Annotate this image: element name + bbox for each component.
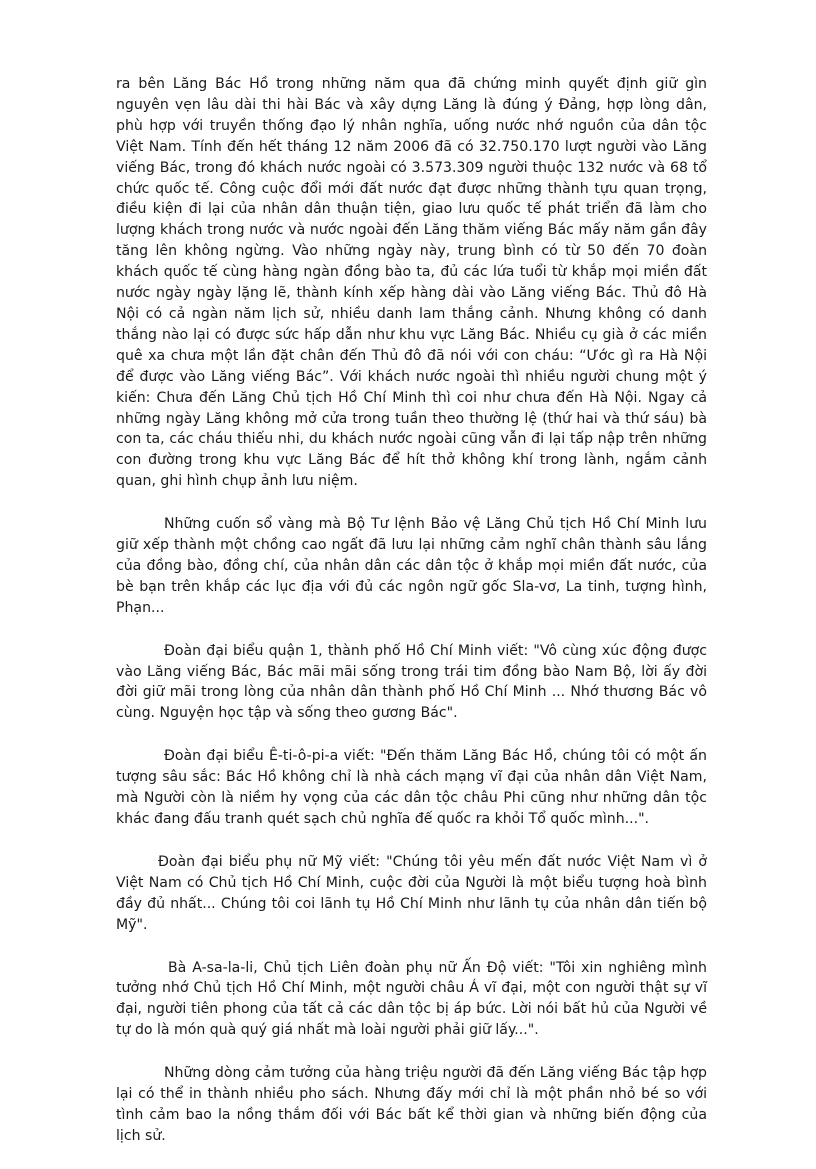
paragraph-us-women-delegation: Đoàn đại biểu phụ nữ Mỹ viết: "Chúng tôi yêu mến đất nước Việt Nam vì ở Việt Nam có Chủ tịch Hồ Chí Minh, cuộc đời của Người là một biểu tượng hoà bình đầy đủ nhất... Chúng tôi coi lãnh tụ Hồ Chí Minh như lãnh tụ của nhân dân tiến bộ Mỹ". bbox=[116, 853, 707, 933]
paragraph-ethiopia-delegation: Đoàn đại biểu Ê-ti-ô-pi-a viết: "Đến thăm Lăng Bác Hồ, chúng tôi có một ấn tượng sâu sắc: Bác Hồ không chỉ là nhà cách mạng vĩ đại của nhân dân Việt Nam, mà Người còn là niềm hy vọng của các dân tộc châu Phi cũng như những dân tộc khác đang đấu tranh quét sạch chủ nghĩa đế quốc ra khỏi Tổ quốc mình...". bbox=[116, 748, 707, 827]
paragraph-district-1-delegation: Đoàn đại biểu quận 1, thành phố Hồ Chí Minh viết: "Vô cùng xúc động được vào Lăng viếng Bác, Bác mãi mãi sống trong trái tim đồng bào Nam Bộ, lời ấy đời đời giữ mãi trong lòng của nhân dân thành phố Hồ Chí Minh ... Nhớ thương Bác vô cùng. Nguyện học tập và sống theo gương Bác". bbox=[116, 642, 707, 722]
paragraph-conclusion: Những dòng cảm tưởng của hàng triệu người đã đến Lăng viếng Bác tập hợp lại có thể in thành nhiều pho sách. Nhưng đấy mới chỉ là một phần nhỏ bé so với tình cảm bao la nồng thắm đối với Bác bất kể thời gian và những biến động của lịch sử. bbox=[116, 1065, 707, 1144]
document-page bbox=[116, 74, 707, 1169]
paragraph-visitors-statistics: ra bên Lăng Bác Hồ trong những năm qua đã chứng minh quyết định giữ gìn nguyên vẹn lâu dài thi hài Bác và xây dựng Lăng là đúng ý Đảng, hợp lòng dân, phù hợp với truyền thống đạo lý nhân nghĩa, uống nước nhớ nguồn của dân tộc Việt Nam. Tính đến hết tháng 12 năm 2006 đã có 32.750.170 lượt người vào Lăng viếng Bác, trong đó khách nước ngoài có 3.573.309 người thuộc 132 nước và 68 tổ chức quốc tế. Công cuộc đổi mới đất nước đạt được những thành tựu quan trọng, điều kiện đi lại của nhân dân thuận tiện, giao lưu quốc tế phát triển đã làm cho lượng khách trong nước và nước ngoài đến Lăng thăm viếng Bác mấy năm gần đây tăng lên không ngừng. Vào những ngày này, trung bình có từ 50 đến 70 đoàn khách quốc tế cùng hàng ngàn đồng bào ta, đủ các lứa tuổi từ khắp mọi miền đất nước ngày ngày lặng lẽ, thành kính xếp hàng dài vào Lăng viếng Bác. Thủ đô Hà Nội có cả ngàn năm lịch sử, nhiều danh lam thắng cảnh. Nhưng không có danh thắng nào lại có được sức hấp dẫn như khu vực Lăng Bác. Nhiều cụ già ở các miền quê xa chưa một lần đặt chân đến Thủ đô đã nói với con cháu: “Ước gì ra Hà Nội để được vào Lăng viếng Bác”. Với khách nước ngoài thì nhiều người chung một ý kiến: Chưa đến Lăng Chủ tịch Hồ Chí Minh thì coi như chưa đến Hà Nội. Ngay cả những ngày Lăng không mở cửa trong tuần theo thường lệ (thứ hai và thứ sáu) bà con ta, các cháu thiếu nhi, du khách nước ngoài cũng vẫn đi lại tấp nập trên những con đường trong khu vực Lăng Bác để hít thở không khí trong lành, ngắm cảnh quan, ghi hình chụp ảnh lưu niệm. bbox=[116, 76, 707, 490]
paragraph-golden-books: Những cuốn sổ vàng mà Bộ Tư lệnh Bảo vệ Lăng Chủ tịch Hồ Chí Minh lưu giữ xếp thành một chồng cao ngất đã lưu lại những cảm nghĩ chân thành sâu lắng của đồng bào, đồng chí, của nhân dân các dân tộc ở khắp mọi miền đất nước, của bè bạn trên khắp các lục địa với đủ các ngôn ngữ gốc Sla-vơ, La tinh, tượng hình, Phạn... bbox=[116, 516, 707, 616]
paragraph-india-women-federation: Bà A-sa-la-li, Chủ tịch Liên đoàn phụ nữ Ấn Độ viết: "Tôi xin nghiêng mình tưởng nhớ Chủ tịch Hồ Chí Minh, một người châu Á vĩ đại, một con người thật sự vĩ đại, người tiên phong của tất cả các dân tộc bị áp bức. Lời nói bất hủ của Người về tự do là món quà quý giá nhất mà loài người phải giữ lấy...". bbox=[116, 959, 707, 1039]
